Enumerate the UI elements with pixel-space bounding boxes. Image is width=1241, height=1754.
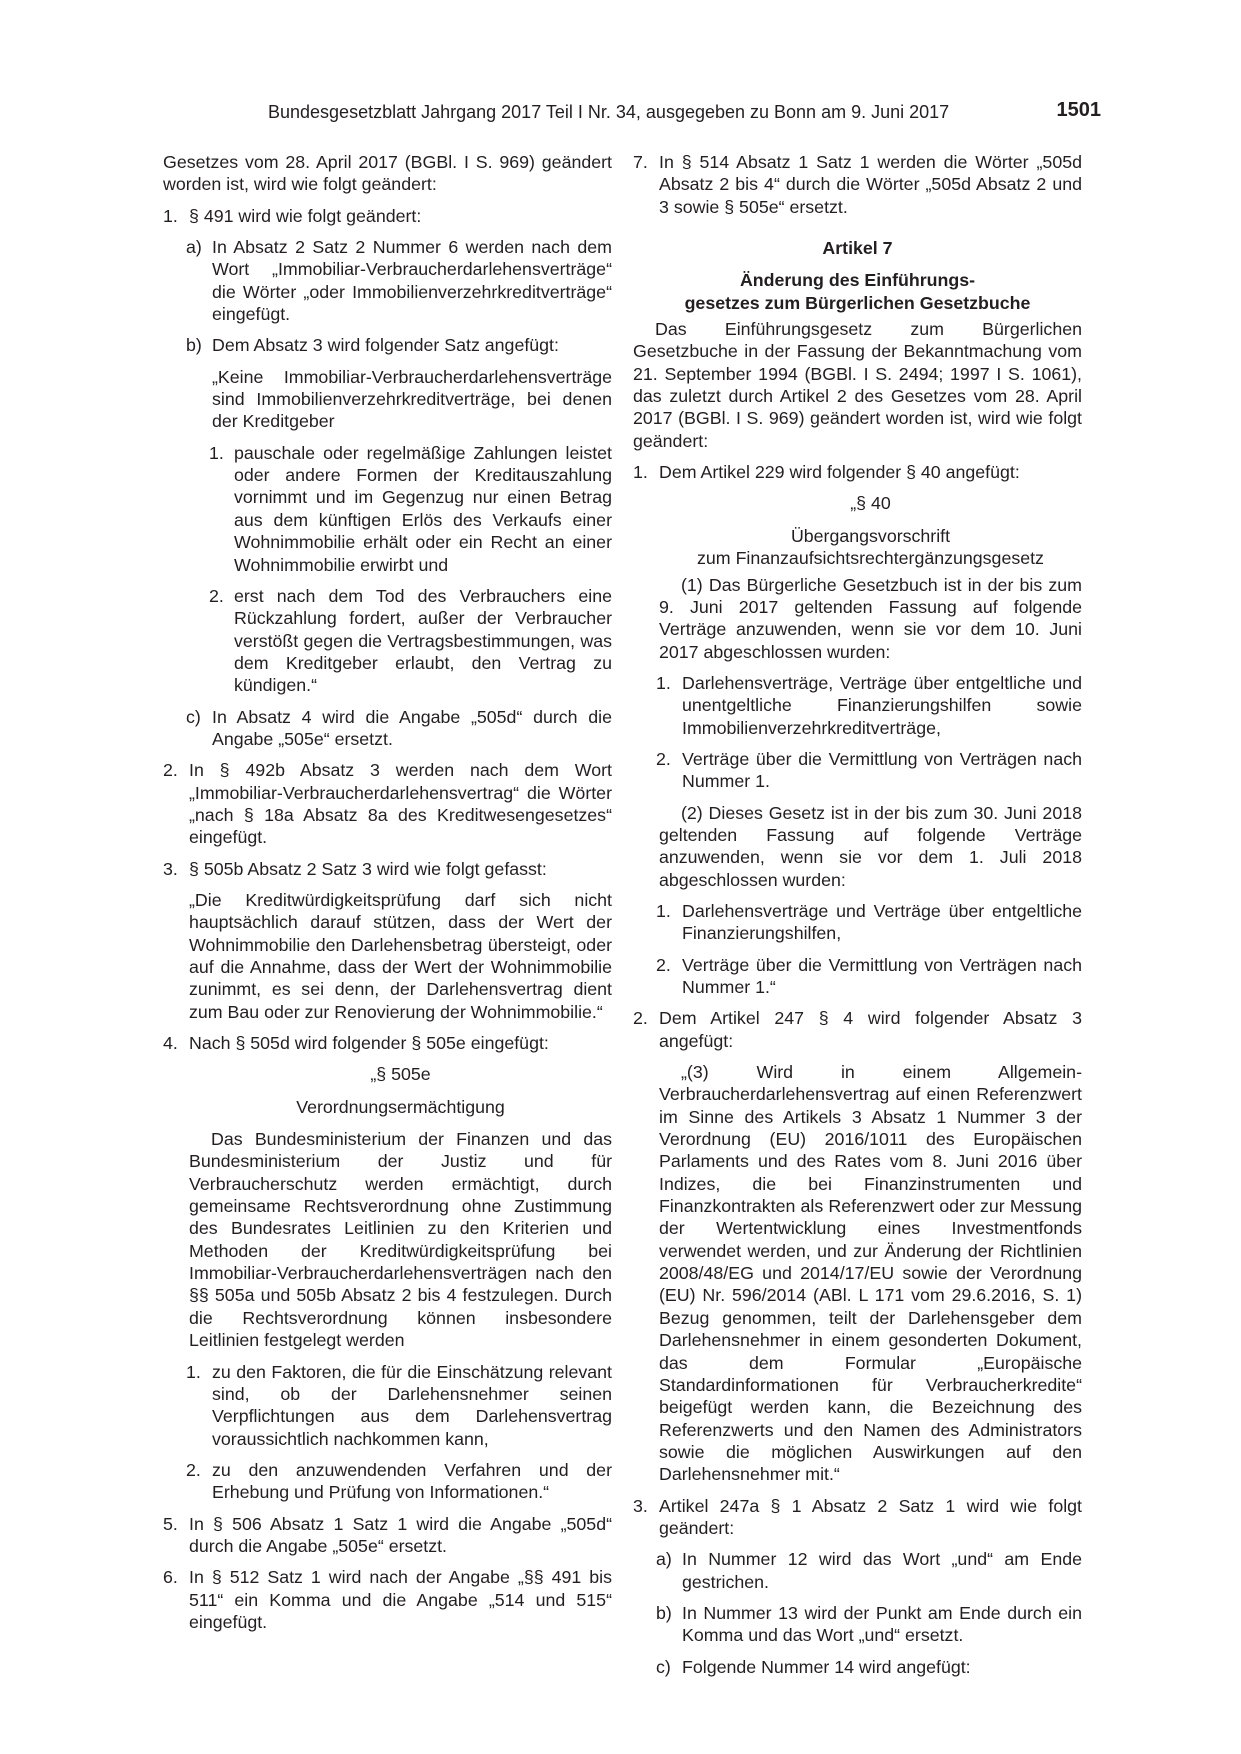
list-item: 6. In § 512 Satz 1 wird nach der Angabe „§§ 491 bis 511“ ein Komma und die Angabe „514 und 515“ eingefügt.	[163, 1567, 612, 1632]
quoted-text: „(3) Wird in einem Allgemein-Verbraucherdarlehensvertrag auf einen Referenzwert im Sinne des Artikels 3 Absatz 1 Nummer 3 der Verordnung (EU) 2016/1011 des Europäischen Parlaments und des Rates vom 8. Juni 2016 über Indizes, die bei Finanzinstrumenten und Finanzkontrakten als Referenzwert oder zur Messung der Wertentwicklung eines Investmentfonds verwendet werden, und zur Änderung der Richtlinien 2008/48/EG und 2014/17/EU sowie der Verordnung (EU) Nr. 596/2014 (ABl. L 171 vom 29.6.2016, S. 1) Bezug genommen, teilt der Darlehensgeber dem Darlehensnehmer in einem gesonderten Dokument, das dem Formular „Europäische Standardinformationen für Verbraucherkredite“ beigefügt werden kann, die Bezeichnung des Referenzwerts und den Namen des Administrators sowie die möglichen Auswirkungen auf den Darlehensnehmer mit.“	[659, 1062, 1082, 1485]
right-column	[633, 151, 1082, 1687]
running-header: Bundesgesetzblatt Jahrgang 2017 Teil I Nr. 34, ausgegeben zu Bonn am 9. Juni 2017	[268, 102, 950, 122]
section-title: „§ 40 Übergangsvorschrift zum Finanzaufsichtsrechtergänzungsgesetz	[697, 493, 1044, 569]
list-item: 2. zu den anzuwendenden Verfahren und der Erhebung und Prüfung von Informationen.“	[186, 1459, 612, 1503]
list-item: 2. Verträge über die Vermittlung von Verträgen nach Nummer 1.	[656, 748, 1082, 792]
list-item: a) In Nummer 12 wird das Wort „und“ am Ende gestrichen.	[656, 1549, 1082, 1592]
article-title: gesetzes zum Bürgerlichen Gesetzbuche	[684, 292, 1031, 313]
intro-paragraph: Gesetzes vom 28. April 2017 (BGBl. I S. 969) geändert worden ist, wird wie folgt geändert:	[163, 152, 612, 195]
list-item: 1. Darlehensverträge, Verträge über entgeltliche und unentgeltliche Finanzierungshilfen sowie Immobilienverzehrkreditverträge,	[656, 672, 1082, 738]
list-item: a) In Absatz 2 Satz 2 Nummer 6 werden nach dem Wort „Immobiliar-Verbraucherdarlehensverträge“ die Wörter „oder Immobilienverzehrkreditverträge“ eingefügt.	[186, 237, 612, 325]
list-item: 3. § 505b Absatz 2 Satz 3 wird wie folgt gefasst:	[163, 858, 547, 879]
page-number: 1501	[1056, 99, 1101, 121]
list-item: 5. In § 506 Absatz 1 Satz 1 wird die Angabe „505d“ durch die Angabe „505e“ ersetzt.	[163, 1513, 612, 1556]
list-item: 2. Dem Artikel 247 § 4 wird folgender Absatz 3 angefügt:	[633, 1008, 1082, 1051]
list-item: 1. zu den Faktoren, die für die Einschätzung relevant sind, ob der Darlehensnehmer seinen Verpflichtungen aus dem Darlehensvertrag voraussichtlich nachkommen kann,	[186, 1361, 612, 1449]
list-item: c) In Absatz 4 wird die Angabe „505d“ durch die Angabe „505e“ ersetzt.	[186, 706, 612, 749]
quoted-text: „Keine Immobiliar-Verbraucherdarlehensverträge sind Immobilienverzehrkreditverträge, bei denen der Kreditgeber	[212, 366, 612, 432]
list-item: 1. Dem Artikel 229 wird folgender § 40 angefügt:	[633, 462, 1020, 483]
quoted-text: „Die Kreditwürdigkeitsprüfung darf sich nicht hauptsächlich darauf stützen, dass der Wert der Wohnimmobilie den Darlehensbetrag übersteigt, oder auf die Annahme, dass der Wert der Wohnimmobilie zunimmt, es sei denn, der Darlehensvertrag dient zum Bau oder zur Renovierung der Wohnimmobilie.“	[189, 889, 612, 1022]
list-item: 2. erst nach dem Tod des Verbrauchers eine Rückzahlung fordert, außer der Verbraucher verstößt gegen die Vertragsbestimmungen, was dem Kreditgeber erlaubt, den Vertrag zu kündigen.“	[209, 585, 612, 696]
list-item: 7. In § 514 Absatz 1 Satz 1 werden die Wörter „505d Absatz 2 bis 4“ durch die Wörter „505d Absatz 2 und 3 sowie § 505e“ ersetzt.	[633, 152, 1082, 217]
list-item: c) Folgende Nummer 14 wird angefügt:	[656, 1656, 971, 1677]
section-body: Das Bundesministerium der Finanzen und das Bundesministerium der Justiz und für Verbraucherschutz werden ermächtigt, durch gemeinsame Rechtsverordnung ohne Zustimmung des Bundesrates Leitlinien zu den Kriterien und Methoden der Kreditwürdigkeitsprüfung bei Immobiliar-Verbraucherdarlehensverträgen nach den §§ 505a und 505b Absatz 2 bis 4 festzulegen. Durch die Rechtsverordnung können insbesondere Leitlinien festgelegt werden	[189, 1129, 612, 1351]
paragraph: (1) Das Bürgerliche Gesetzbuch ist in der bis zum 9. Juni 2017 geltenden Fassung auf folgende Verträge anzuwenden, wenn sie vor dem 10. Juni 2017 abgeschlossen wurden:	[659, 574, 1082, 662]
article-label: Artikel 7	[822, 238, 893, 259]
list-item: 1. pauschale oder regelmäßige Zahlungen leistet oder andere Formen der Kreditauszahlung vornimmt und im Gegenzug nur einen Betrag aus dem künftigen Erlös des Verkaufs einer Wohnimmobilie erhält oder ein Recht an einer Wohnimmobilie erwirbt und	[209, 442, 612, 575]
section-title: „§ 505e Verordnungsermächtigung	[296, 1064, 505, 1117]
list-item: 2. In § 492b Absatz 3 werden nach dem Wort „Immobiliar-Verbraucherdarlehensvertrag“ die Wörter „nach § 18a Absatz 8a des Kreditwesengesetzes“ eingefügt.	[163, 760, 612, 848]
list-item: 1. Darlehensverträge und Verträge über entgeltliche Finanzierungshilfen,	[656, 900, 1082, 944]
list-item: 3. Artikel 247a § 1 Absatz 2 Satz 1 wird wie folgt geändert:	[633, 1495, 1082, 1538]
list-item: b) In Nummer 13 wird der Punkt am Ende durch ein Komma und das Wort „und“ ersetzt.	[656, 1602, 1082, 1646]
paragraph: (2) Dieses Gesetz ist in der bis zum 30. Juni 2018 geltenden Fassung auf folgende Verträge anzuwenden, wenn sie vor dem 1. Juli 2018 abgeschlossen wurden:	[659, 802, 1082, 890]
article-title: Änderung des Einführungs-	[739, 270, 976, 291]
list-item: 2. Verträge über die Vermittlung von Verträgen nach Nummer 1.“	[656, 954, 1082, 997]
article-intro: Das Einführungsgesetz zum Bürgerlichen Gesetzbuche in der Fassung der Bekanntmachung vom 21. September 1994 (BGBl. I S. 2494; 1997 I S. 1061), das zuletzt durch Artikel 2 des Gesetzes vom 28. April 2017 (BGBl. I S. 969) geändert worden ist, wird wie folgt geändert:	[633, 319, 1082, 451]
list-item: 1. § 491 wird wie folgt geändert:	[163, 205, 422, 226]
left-column	[163, 151, 612, 1642]
list-item: 4. Nach § 505d wird folgender § 505e eingefügt:	[163, 1033, 549, 1054]
list-item: b) Dem Absatz 3 wird folgender Satz angefügt:	[186, 335, 559, 356]
